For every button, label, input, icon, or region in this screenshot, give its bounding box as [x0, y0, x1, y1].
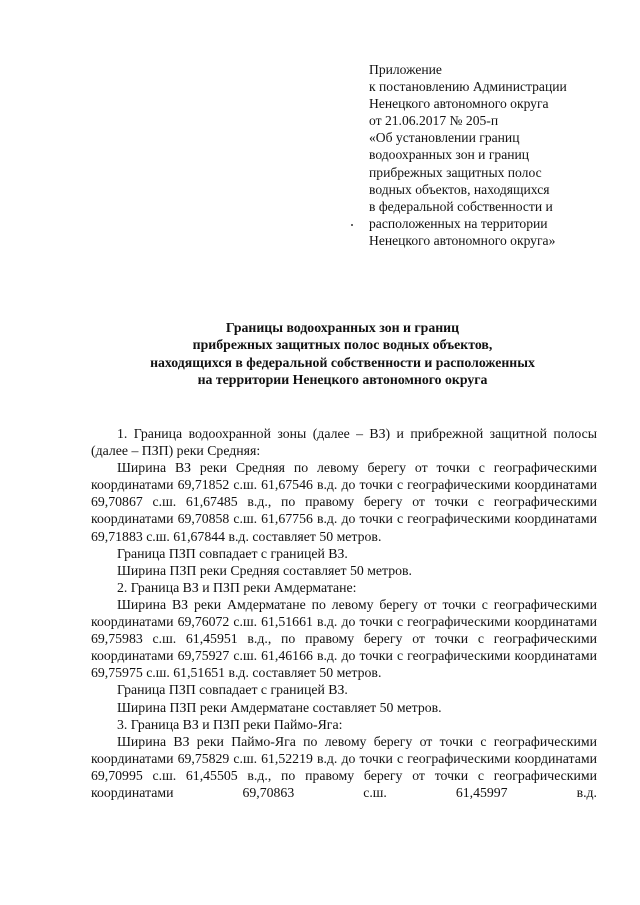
- appendix-line: водоохранных зон и границ: [369, 147, 530, 163]
- paragraph-pzp-coincides: Граница ПЗП совпадает с границей ВЗ.: [117, 682, 348, 698]
- heading-line: Границы водоохранных зон и границ: [225, 320, 460, 335]
- paragraph-width-pzp-srednyaya: Ширина ПЗП реки Средняя составляет 50 метров.: [117, 562, 413, 578]
- heading-line: на территории Ненецкого автономного округа: [197, 371, 488, 387]
- appendix-line: «Об установлении границ: [369, 130, 520, 146]
- appendix-line: расположенных на территории: [369, 215, 548, 231]
- document-body: [91, 425, 597, 801]
- appendix-line: в федеральной собственности и: [369, 198, 553, 214]
- paragraph-width-vz-paymo-yaga: Ширина ВЗ реки Паймо-Яга по левому берегу от точки с географическими координатами 69,75829 с.ш. 61,52219 в.д. до точки с географическими координатами 69,70995 с.ш. 61,45505 в.д., по правому берегу от точки с географическими координатами 69,70863 с.ш. 61,45997 в.д.: [91, 733, 597, 800]
- paragraph-pzp-coincides: Граница ПЗП совпадает с границей ВЗ.: [117, 545, 348, 561]
- heading-line: прибрежных защитных полос водных объектов,: [192, 337, 493, 353]
- appendix-line: Приложение: [369, 62, 442, 77]
- appendix-line: Ненецкого автономного округа»: [369, 232, 556, 248]
- appendix-line: от 21.06.2017 № 205-п: [369, 113, 499, 129]
- appendix-line: прибрежных защитных полос: [369, 164, 542, 180]
- paragraph-width-vz-amdermatane: Ширина ВЗ реки Амдерматане по левому берегу от точки с географическими координатами 69,76072 с.ш. 61,51661 в.д. до точки с географическими координатами 69,75983 с.ш. 61,45951 в.д., по правому берегу от точки с географическими координатами 69,75927 с.ш. 61,46166 в.д. до точки с географическими координатами 69,75975 с.ш. 61,51651 в.д. составляет 50 метров.: [91, 596, 597, 681]
- paragraph-section-1-title: 1. Граница водоохранной зоны (далее – ВЗ) и прибрежной защитной полосы (далее – ПЗП) реки Средняя:: [91, 426, 597, 459]
- paragraph-section-3-title: 3. Граница ВЗ и ПЗП реки Паймо-Яга:: [117, 716, 343, 732]
- appendix-line: Ненецкого автономного округа: [369, 96, 549, 112]
- paragraph-width-vz-srednyaya: Ширина ВЗ реки Средняя по левому берегу от точки с географическими координатами 69,71852 с.ш. 61,67546 в.д. до точки с географическими координатами 69,70867 с.ш. 61,67485 в.д., по правому берегу от точки с географическими координатами 69,70858 с.ш. 61,67756 в.д. до точки с географическими координатами 69,71883 с.ш. 61,67844 в.д. составляет 50 метров.: [91, 460, 597, 544]
- scan-speck: [351, 224, 353, 226]
- paragraph-section-2-title: 2. Граница ВЗ и ПЗП реки Амдерматане:: [117, 579, 357, 595]
- heading-line: находящихся в федеральной собственности и расположенных: [150, 354, 535, 370]
- appendix-line: к постановлению Администрации: [369, 79, 567, 95]
- document-heading: [60, 319, 625, 388]
- appendix-block: [369, 61, 619, 249]
- appendix-line: водных объектов, находящихся: [369, 181, 550, 197]
- paragraph-width-pzp-amdermatane: Ширина ПЗП реки Амдерматане составляет 50 метров.: [117, 699, 442, 715]
